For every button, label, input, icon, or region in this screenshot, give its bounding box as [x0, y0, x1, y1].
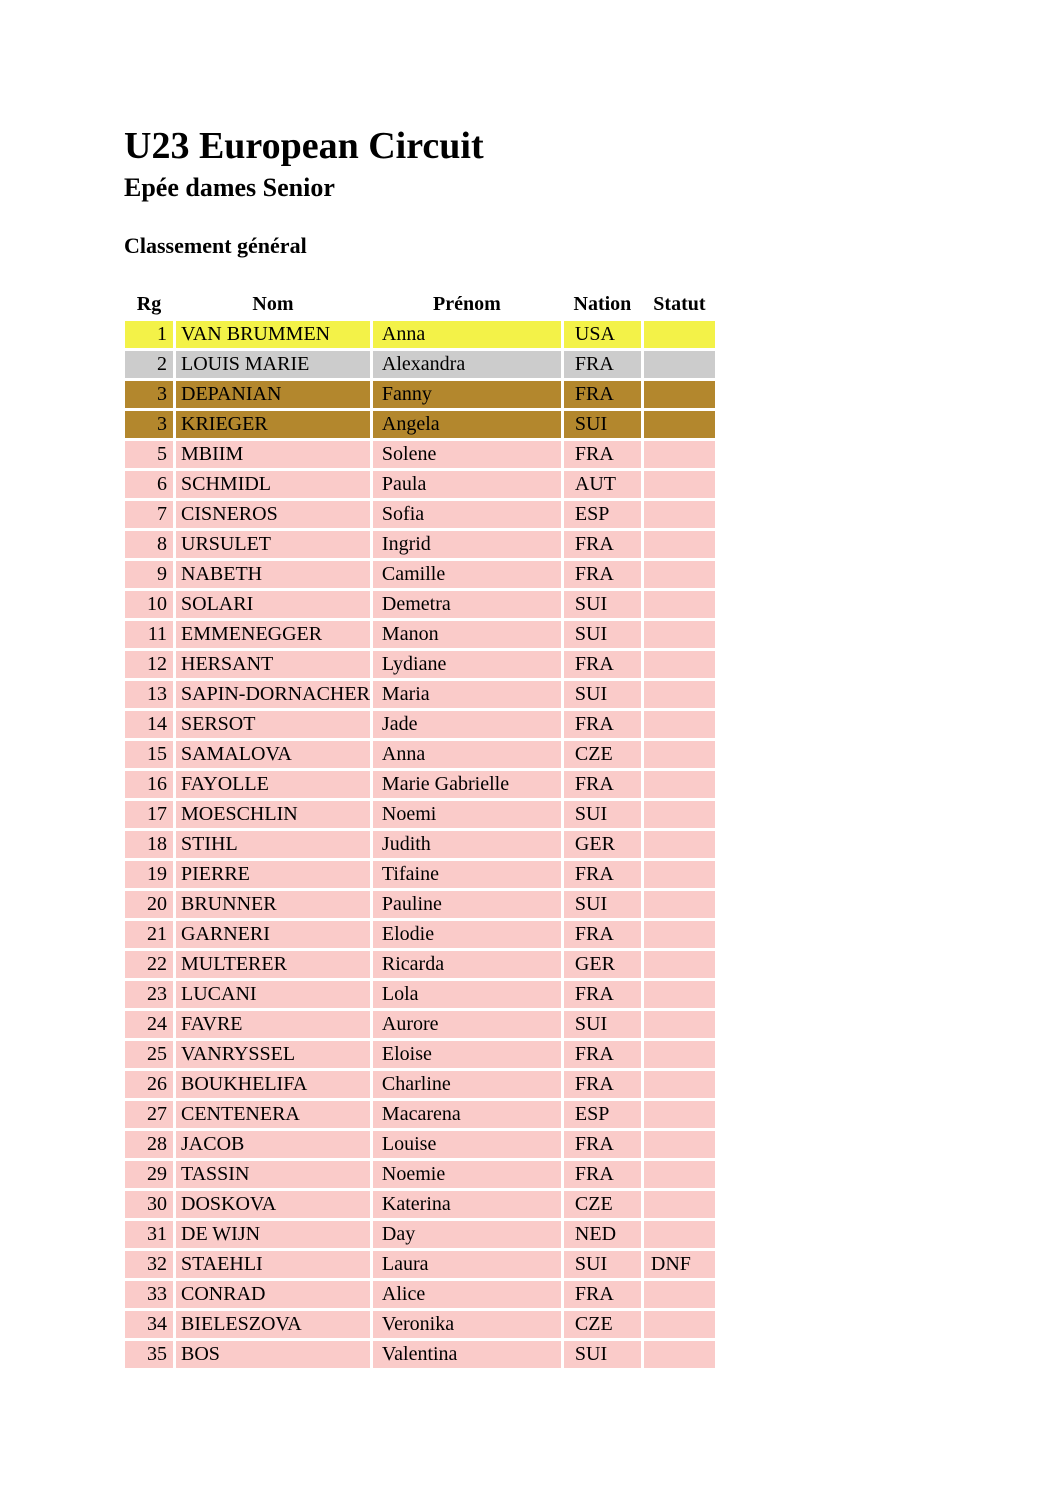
cell-nation: FRA: [574, 863, 614, 885]
cell-statut: [644, 501, 715, 528]
cell-nation: FRA: [574, 1043, 614, 1065]
cell-statut: [644, 351, 715, 378]
table-row: [125, 1281, 715, 1308]
cell-prenom: Jade: [381, 713, 418, 735]
cell-prenom: Noemie: [381, 1163, 446, 1185]
cell-nom: SOLARI: [181, 593, 254, 615]
cell-nation: FRA: [574, 773, 614, 795]
cell-nation: GER: [574, 953, 615, 975]
cell-prenom: Anna: [381, 743, 426, 765]
cell-prenom: Manon: [381, 623, 439, 645]
table-row: [125, 621, 715, 648]
cell-nom: SAPIN-DORNACHER: [181, 683, 370, 705]
cell-nom: SERSOT: [181, 713, 256, 735]
cell-prenom: Aurore: [381, 1013, 439, 1035]
cell-prenom: Eloise: [381, 1043, 432, 1065]
header-nom: Nom: [176, 291, 370, 318]
cell-prenom: Ingrid: [381, 533, 431, 555]
cell-prenom: Maria: [381, 683, 430, 705]
cell-prenom: Ricarda: [381, 953, 445, 975]
cell-statut: [644, 1041, 715, 1068]
cell-nation: FRA: [574, 1283, 614, 1305]
cell-rg: 21: [147, 923, 167, 945]
cell-nation: SUI: [574, 683, 608, 705]
cell-nation: FRA: [574, 1163, 614, 1185]
cell-rg: 12: [147, 653, 167, 675]
cell-nom: BOS: [181, 1343, 220, 1365]
cell-nation: FRA: [574, 443, 614, 465]
cell-prenom: Elodie: [381, 923, 435, 945]
cell-nation: SUI: [574, 623, 608, 645]
cell-statut: [644, 981, 715, 1008]
cell-statut: [644, 951, 715, 978]
cell-nom: EMMENEGGER: [181, 623, 323, 645]
cell-nation: SUI: [574, 1343, 608, 1365]
table-row: [125, 351, 715, 378]
cell-nom: STAEHLI: [181, 1253, 263, 1275]
cell-rg: 3: [157, 383, 167, 405]
cell-statut: [644, 921, 715, 948]
cell-nation: FRA: [574, 353, 614, 375]
cell-nation: FRA: [574, 1073, 614, 1095]
cell-prenom: Valentina: [381, 1343, 458, 1365]
cell-statut: [644, 831, 715, 858]
cell-rg: 22: [147, 953, 167, 975]
page-title: U23 European Circuit: [124, 125, 484, 167]
cell-nom: BOUKHELIFA: [181, 1073, 308, 1095]
cell-rg: 33: [147, 1283, 167, 1305]
cell-statut: [644, 861, 715, 888]
cell-rg: 19: [147, 863, 167, 885]
cell-nation: NED: [574, 1223, 617, 1245]
cell-nation: SUI: [574, 803, 608, 825]
cell-nom: MBIIM: [181, 443, 244, 465]
cell-statut: [644, 321, 715, 348]
table-row: [125, 711, 715, 738]
cell-nation: CZE: [574, 1313, 613, 1335]
cell-statut: [644, 441, 715, 468]
cell-nation: ESP: [574, 503, 610, 525]
cell-statut: [644, 411, 715, 438]
cell-nom: SCHMIDL: [181, 473, 272, 495]
cell-statut: [644, 891, 715, 918]
cell-rg: 17: [147, 803, 167, 825]
table-body: [125, 321, 715, 1368]
table-row: [125, 981, 715, 1008]
table-row: [125, 741, 715, 768]
table-row: [125, 471, 715, 498]
cell-statut: [644, 381, 715, 408]
cell-nom: TASSIN: [181, 1163, 250, 1185]
cell-rg: 2: [157, 353, 167, 375]
cell-nation: FRA: [574, 983, 614, 1005]
cell-rg: 6: [157, 473, 167, 495]
table-row: [125, 1131, 715, 1158]
ranking-table: [122, 288, 718, 1371]
table-row: [125, 771, 715, 798]
cell-rg: 32: [147, 1253, 167, 1275]
cell-nation: FRA: [574, 923, 614, 945]
cell-nation: CZE: [574, 743, 613, 765]
table-row: [125, 1191, 715, 1218]
table-row: [125, 561, 715, 588]
cell-nation: SUI: [574, 1253, 608, 1275]
table-row: [125, 1311, 715, 1338]
cell-statut: [644, 471, 715, 498]
table-row: [125, 1041, 715, 1068]
cell-prenom: Angela: [381, 413, 440, 435]
cell-nation: SUI: [574, 413, 608, 435]
table-header-row: [125, 291, 715, 318]
cell-nom: CISNEROS: [181, 503, 278, 525]
cell-nom: FAYOLLE: [181, 773, 269, 795]
cell-rg: 16: [147, 773, 167, 795]
table-row: [125, 411, 715, 438]
cell-statut: [644, 1161, 715, 1188]
cell-rg: 3: [157, 413, 167, 435]
cell-prenom: Pauline: [381, 893, 442, 915]
cell-rg: 26: [147, 1073, 167, 1095]
cell-nation: ESP: [574, 1103, 610, 1125]
cell-statut: [644, 1131, 715, 1158]
cell-prenom: Alexandra: [381, 353, 466, 375]
cell-nom: CENTENERA: [181, 1103, 300, 1125]
cell-nation: GER: [574, 833, 615, 855]
cell-prenom: Fanny: [381, 383, 432, 405]
cell-prenom: Solene: [381, 443, 437, 465]
cell-nom: LOUIS MARIE: [181, 353, 310, 375]
table-row: [125, 1251, 715, 1278]
cell-prenom: Day: [381, 1223, 416, 1245]
cell-nom: BRUNNER: [181, 893, 277, 915]
cell-nom: NABETH: [181, 563, 263, 585]
cell-statut: [644, 561, 715, 588]
cell-prenom: Paula: [381, 473, 427, 495]
cell-rg: 31: [147, 1223, 167, 1245]
header-nation: Nation: [564, 291, 641, 318]
cell-prenom: Charline: [381, 1073, 451, 1095]
cell-rg: 25: [147, 1043, 167, 1065]
cell-statut: [644, 1221, 715, 1248]
cell-rg: 5: [157, 443, 167, 465]
cell-rg: 20: [147, 893, 167, 915]
cell-nom: VAN BRUMMEN: [181, 323, 331, 345]
cell-prenom: Macarena: [381, 1103, 461, 1125]
table-row: [125, 441, 715, 468]
cell-prenom: Tifaine: [381, 863, 439, 885]
cell-prenom: Katerina: [381, 1193, 451, 1215]
cell-rg: 24: [147, 1013, 167, 1035]
cell-nom: FAVRE: [181, 1013, 243, 1035]
cell-nation: FRA: [574, 533, 614, 555]
table-row: [125, 921, 715, 948]
cell-nom: BIELESZOVA: [181, 1313, 302, 1335]
cell-nom: MOESCHLIN: [181, 803, 298, 825]
cell-nom: HERSANT: [181, 653, 274, 675]
cell-prenom: Sofia: [381, 503, 425, 525]
cell-statut: DNF: [650, 1253, 691, 1275]
cell-nation: CZE: [574, 1193, 613, 1215]
cell-nom: URSULET: [181, 533, 271, 555]
cell-nation: USA: [574, 323, 615, 345]
cell-prenom: Demetra: [381, 593, 451, 615]
cell-statut: [644, 1071, 715, 1098]
cell-statut: [644, 1341, 715, 1368]
cell-prenom: Judith: [381, 833, 431, 855]
cell-rg: 29: [147, 1163, 167, 1185]
cell-prenom: Lydiane: [381, 653, 447, 675]
table-row: [125, 801, 715, 828]
table-row: [125, 1161, 715, 1188]
cell-statut: [644, 1311, 715, 1338]
cell-statut: [644, 1101, 715, 1128]
table-row: [125, 1341, 715, 1368]
cell-rg: 35: [147, 1343, 167, 1365]
cell-prenom: Marie Gabrielle: [381, 773, 510, 795]
table-row: [125, 531, 715, 558]
table-row: [125, 891, 715, 918]
cell-rg: 27: [147, 1103, 167, 1125]
cell-statut: [644, 531, 715, 558]
cell-rg: 18: [147, 833, 167, 855]
table-row: [125, 651, 715, 678]
cell-statut: [644, 681, 715, 708]
cell-rg: 9: [157, 563, 167, 585]
cell-statut: [644, 1191, 715, 1218]
cell-statut: [644, 591, 715, 618]
cell-prenom: Louise: [381, 1133, 437, 1155]
cell-rg: 7: [157, 503, 167, 525]
cell-statut: [644, 741, 715, 768]
cell-rg: 10: [147, 593, 167, 615]
cell-nom: KRIEGER: [181, 413, 268, 435]
table-row: [125, 1011, 715, 1038]
cell-prenom: Alice: [381, 1283, 426, 1305]
cell-nom: JACOB: [181, 1133, 245, 1155]
table-row: [125, 681, 715, 708]
cell-rg: 30: [147, 1193, 167, 1215]
table-row: [125, 1221, 715, 1248]
header-rg: Rg: [125, 291, 173, 318]
cell-nom: MULTERER: [181, 953, 287, 975]
cell-rg: 13: [147, 683, 167, 705]
table-row: [125, 591, 715, 618]
cell-rg: 15: [147, 743, 167, 765]
cell-nation: FRA: [574, 713, 614, 735]
cell-statut: [644, 711, 715, 738]
cell-statut: [644, 801, 715, 828]
cell-nation: FRA: [574, 563, 614, 585]
cell-nation: SUI: [574, 1013, 608, 1035]
cell-nom: DE WIJN: [181, 1223, 261, 1245]
cell-prenom: Camille: [381, 563, 446, 585]
cell-nation: FRA: [574, 383, 614, 405]
cell-statut: [644, 771, 715, 798]
cell-nom: DOSKOVA: [181, 1193, 277, 1215]
table-row: [125, 1071, 715, 1098]
cell-prenom: Anna: [381, 323, 426, 345]
table-row: [125, 381, 715, 408]
cell-rg: 1: [157, 323, 167, 345]
table-row: [125, 1101, 715, 1128]
cell-rg: 23: [147, 983, 167, 1005]
cell-nom: CONRAD: [181, 1283, 266, 1305]
cell-rg: 34: [147, 1313, 167, 1335]
table-row: [125, 951, 715, 978]
table-row: [125, 831, 715, 858]
cell-nom: SAMALOVA: [181, 743, 292, 765]
page-subtitle: Epée dames Senior: [124, 173, 335, 202]
table-row: [125, 321, 715, 348]
cell-rg: 28: [147, 1133, 167, 1155]
cell-prenom: Lola: [381, 983, 419, 1005]
cell-nom: PIERRE: [181, 863, 250, 885]
cell-statut: [644, 651, 715, 678]
cell-nom: LUCANI: [181, 983, 257, 1005]
table-row: [125, 501, 715, 528]
cell-nation: AUT: [574, 473, 617, 495]
header-statut: Statut: [644, 291, 715, 318]
cell-nation: SUI: [574, 893, 608, 915]
cell-statut: [644, 1281, 715, 1308]
cell-rg: 8: [157, 533, 167, 555]
cell-nation: FRA: [574, 1133, 614, 1155]
cell-statut: [644, 1011, 715, 1038]
cell-prenom: Noemi: [381, 803, 437, 825]
cell-rg: 11: [147, 623, 167, 645]
cell-nation: FRA: [574, 653, 614, 675]
cell-prenom: Laura: [381, 1253, 429, 1275]
cell-statut: [644, 621, 715, 648]
section-title: Classement général: [124, 233, 307, 258]
cell-nom: VANRYSSEL: [181, 1043, 296, 1065]
cell-prenom: Veronika: [381, 1313, 455, 1335]
table-row: [125, 861, 715, 888]
cell-nom: STIHL: [181, 833, 238, 855]
cell-nation: SUI: [574, 593, 608, 615]
cell-nom: GARNERI: [181, 923, 270, 945]
cell-rg: 14: [147, 713, 167, 735]
cell-nom: DEPANIAN: [181, 383, 282, 405]
header-prenom: Prénom: [373, 291, 561, 318]
